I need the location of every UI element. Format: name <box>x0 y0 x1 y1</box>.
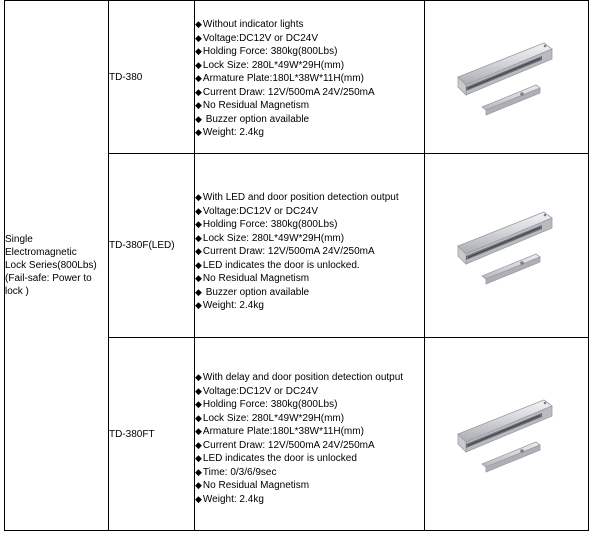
bullet-icon: ◆ <box>195 385 202 396</box>
model-cell <box>109 1 195 154</box>
feature-text: Voltage:DC12V or DC24V <box>202 385 318 397</box>
feature-list <box>195 18 424 140</box>
feature-text: Weight: 2.4kg <box>202 493 264 505</box>
product-image <box>425 37 588 117</box>
model-name: TD-380 <box>109 71 143 83</box>
feature-item <box>195 126 424 140</box>
feature-text: No Residual Magnetism <box>202 273 310 285</box>
feature-text: Current Draw: 12V/500mA 24V/250mA <box>202 246 375 258</box>
series-line: lock ) <box>5 286 29 297</box>
feature-item <box>195 205 424 219</box>
feature-item <box>195 466 424 480</box>
bullet-icon: ◆ <box>195 246 202 257</box>
feature-item <box>195 218 424 232</box>
feature-text: No Residual Magnetism <box>202 100 310 112</box>
bullet-icon: ◆ <box>195 73 202 84</box>
feature-text: Holding Force: 380kg(800Lbs) <box>202 219 338 231</box>
feature-text: Voltage:DC12V or DC24V <box>202 205 318 217</box>
bullet-icon: ◆ <box>195 412 202 423</box>
model-name: TD-380F(LED) <box>109 240 175 251</box>
feature-item <box>195 299 424 313</box>
feature-text: Lock Size: 280L*49W*29H(mm) <box>202 59 345 71</box>
feature-text: Armature Plate:180L*38W*11H(mm) <box>202 73 364 85</box>
feature-text: LED indicates the door is unlocked <box>202 453 357 464</box>
series-line: (Fail-safe: Power to <box>5 273 92 284</box>
feature-item <box>195 452 424 466</box>
feature-text: Buzzer option available <box>202 113 310 125</box>
feature-item <box>195 191 424 205</box>
feature-item <box>195 32 424 46</box>
bullet-icon: ◆ <box>195 113 202 124</box>
feature-text: Voltage:DC12V or DC24V <box>202 32 318 44</box>
model-name: TD-380FT <box>109 428 155 440</box>
feature-item <box>195 232 424 246</box>
feature-item <box>195 479 424 493</box>
bullet-icon: ◆ <box>195 259 202 270</box>
feature-text: With LED and door position detection output <box>202 192 399 204</box>
feature-text: Weight: 2.4kg <box>202 127 264 139</box>
feature-text: No Residual Magnetism <box>202 480 310 491</box>
feature-item <box>195 439 424 453</box>
feature-item <box>195 493 424 507</box>
feature-item <box>195 286 424 300</box>
bullet-icon: ◆ <box>195 399 202 409</box>
feature-item <box>195 86 424 100</box>
series-line: Lock Series(800Lbs) <box>5 260 97 271</box>
feature-item <box>195 99 424 113</box>
feature-item <box>195 412 424 426</box>
product-image-cell <box>425 154 589 338</box>
feature-item <box>195 18 424 32</box>
features-cell <box>195 1 425 154</box>
product-spec-table <box>4 0 589 531</box>
bullet-icon: ◆ <box>195 480 202 490</box>
features-cell <box>195 154 425 338</box>
feature-item <box>195 72 424 86</box>
feature-list <box>195 371 424 506</box>
series-line: Electromagnetic <box>5 247 77 258</box>
feature-item <box>195 59 424 73</box>
bullet-icon: ◆ <box>195 426 202 436</box>
bullet-icon: ◆ <box>195 273 202 284</box>
model-cell <box>109 154 195 338</box>
bullet-icon: ◆ <box>195 453 202 463</box>
product-image-cell <box>425 1 589 154</box>
feature-text: Time: 0/3/6/9sec <box>202 466 277 478</box>
feature-item <box>195 245 424 259</box>
bullet-icon: ◆ <box>195 219 202 230</box>
feature-text: Lock Size: 280L*49W*29H(mm) <box>202 232 345 244</box>
bullet-icon: ◆ <box>195 192 202 203</box>
feature-item <box>195 425 424 439</box>
bullet-icon: ◆ <box>195 59 202 70</box>
series-cell <box>5 1 109 531</box>
features-cell <box>195 338 425 531</box>
feature-item <box>195 371 424 385</box>
product-image-cell <box>425 338 589 531</box>
feature-text: Weight: 2.4kg <box>202 300 264 312</box>
feature-text: Armature Plate:180L*38W*11H(mm) <box>202 426 364 437</box>
bullet-icon: ◆ <box>195 205 202 216</box>
table-row <box>5 1 589 154</box>
bullet-icon: ◆ <box>195 300 202 311</box>
feature-item <box>195 113 424 127</box>
feature-text: Buzzer option available <box>202 286 310 298</box>
bullet-icon: ◆ <box>195 19 202 30</box>
feature-list <box>195 191 424 313</box>
bullet-icon: ◆ <box>195 372 202 382</box>
feature-item <box>195 272 424 286</box>
feature-item <box>195 385 424 399</box>
product-image <box>425 394 588 474</box>
bullet-icon: ◆ <box>195 32 202 43</box>
bullet-icon: ◆ <box>195 100 202 111</box>
feature-item <box>195 398 424 412</box>
magnetic-lock-icon <box>452 37 562 117</box>
bullet-icon: ◆ <box>195 232 202 243</box>
bullet-icon: ◆ <box>195 493 202 504</box>
bullet-icon: ◆ <box>195 286 202 297</box>
feature-text: LED indicates the door is unlocked. <box>202 259 360 271</box>
feature-text: With delay and door position detection output <box>202 372 404 383</box>
feature-text: Lock Size: 280L*49W*29H(mm) <box>202 412 345 424</box>
feature-text: Holding Force: 380kg(800Lbs) <box>202 46 338 58</box>
bullet-icon: ◆ <box>195 86 202 97</box>
magnetic-lock-icon <box>452 394 562 474</box>
model-cell <box>109 338 195 531</box>
feature-text: Holding Force: 380kg(800Lbs) <box>202 399 338 410</box>
bullet-icon: ◆ <box>195 127 202 138</box>
feature-text: Current Draw: 12V/500mA 24V/250mA <box>202 86 375 98</box>
bullet-icon: ◆ <box>195 439 202 450</box>
series-line: Single <box>5 234 33 245</box>
product-image <box>425 206 588 286</box>
feature-item <box>195 259 424 273</box>
bullet-icon: ◆ <box>195 466 202 477</box>
magnetic-lock-icon <box>452 206 562 286</box>
bullet-icon: ◆ <box>195 46 202 57</box>
feature-text: Current Draw: 12V/500mA 24V/250mA <box>202 439 375 451</box>
feature-item <box>195 45 424 59</box>
feature-text: Without indicator lights <box>202 19 304 31</box>
